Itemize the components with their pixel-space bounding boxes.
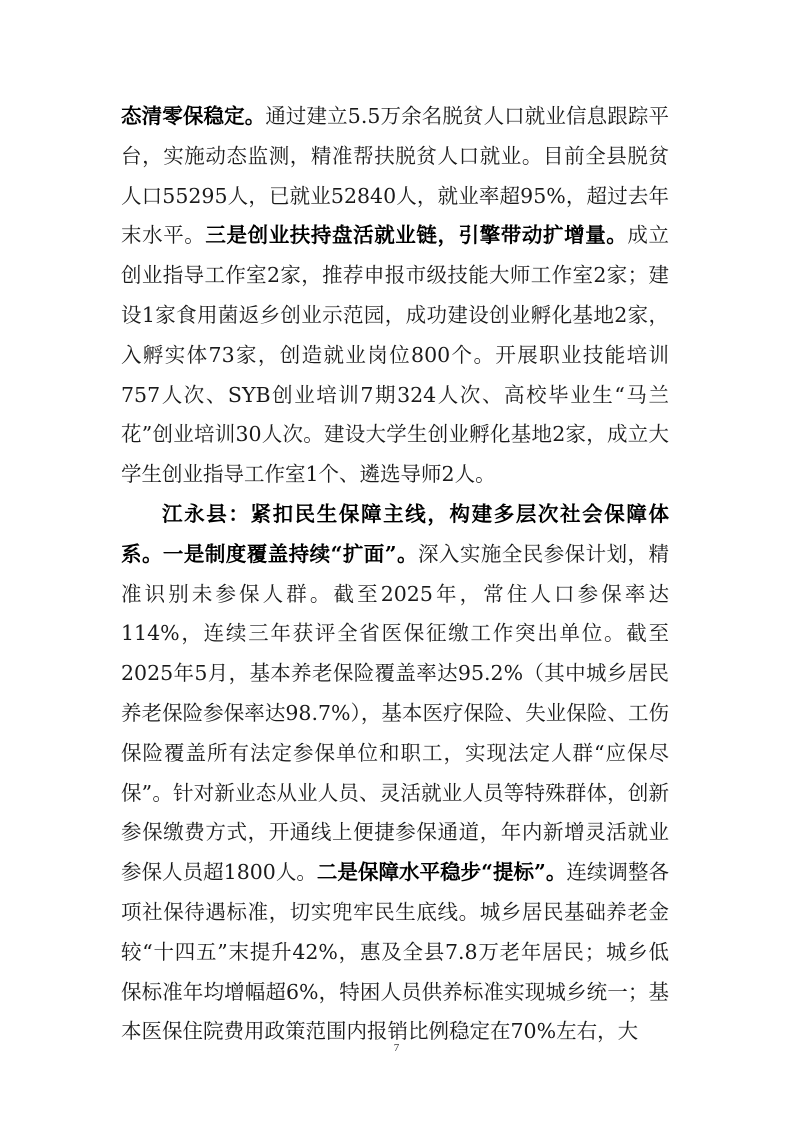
paragraph-text: 成立创业指导工作室2家，推荐申报市级技能大师工作室2家；建设1家食用菌返乡创业示范园，成功建设创业孵化基地2家，入孵实体73家，创造就业岗位800个。开展职业技能培训757人次、SYB创业培训7期324人次、高校毕业生“马兰花”创业培训30人次。建设大学生创业孵化基地2家，成立大学生创业指导工作室1个、遴选导师2人。 — [121, 223, 670, 487]
paragraph-text: 深入实施全民参保计划，精准识别未参保人群。截至2025年，常住人口参保率达114%，连续三年获评全省医保征缴工作突出单位。截至2025年5月，基本养老保险覆盖率达95.2%（其中城乡居民养老保险参保率达98.7%），基本医疗保险、失业保险、工伤保险覆盖所有法定参保单位和职工，实现法定人群“应保尽保”。针对新业态从业人员、灵活就业人员等特殊群体，创新参保缴费方式，开通线上便捷参保通道，年内新增灵活就业参保人员超1800人。 — [121, 541, 669, 885]
bold-heading: 江永县：紧扣民生保障主线，构建多层次社会保障体系。一是制度覆盖持续“扩面”。 — [121, 501, 669, 566]
paragraph-employment — [121, 97, 669, 495]
bold-heading: 二是保障水平稳步“提标”。 — [316, 860, 567, 885]
bold-heading: 态清零保稳定。 — [121, 104, 266, 128]
body-text — [121, 97, 669, 1052]
paragraph-social-security — [121, 495, 669, 1052]
paragraph-text: 连续调整各项社保待遇标准，切实兜牢民生底线。城乡居民基础养老金较“十四五”末提升42%，惠及全县7.8万老年居民；城乡低保标准年均增幅超6%，特困人员供养标准实现城乡统一；基本医保住院费用政策范围内报销比例稳定在70%左右，大 — [121, 860, 669, 1044]
paragraph-text: 通过建立5.5万余名脱贫人口就业信息跟踪平台，实施动态监测，精准帮扶脱贫人口就业。目前全县脱贫人口55295人，已就业52840人，就业率超95%，超过去年末水平。 — [121, 104, 669, 248]
page-number: 7 — [393, 1042, 400, 1054]
bold-heading: 三是创业扶持盘活就业链，引擎带动扩增量。 — [205, 223, 628, 248]
